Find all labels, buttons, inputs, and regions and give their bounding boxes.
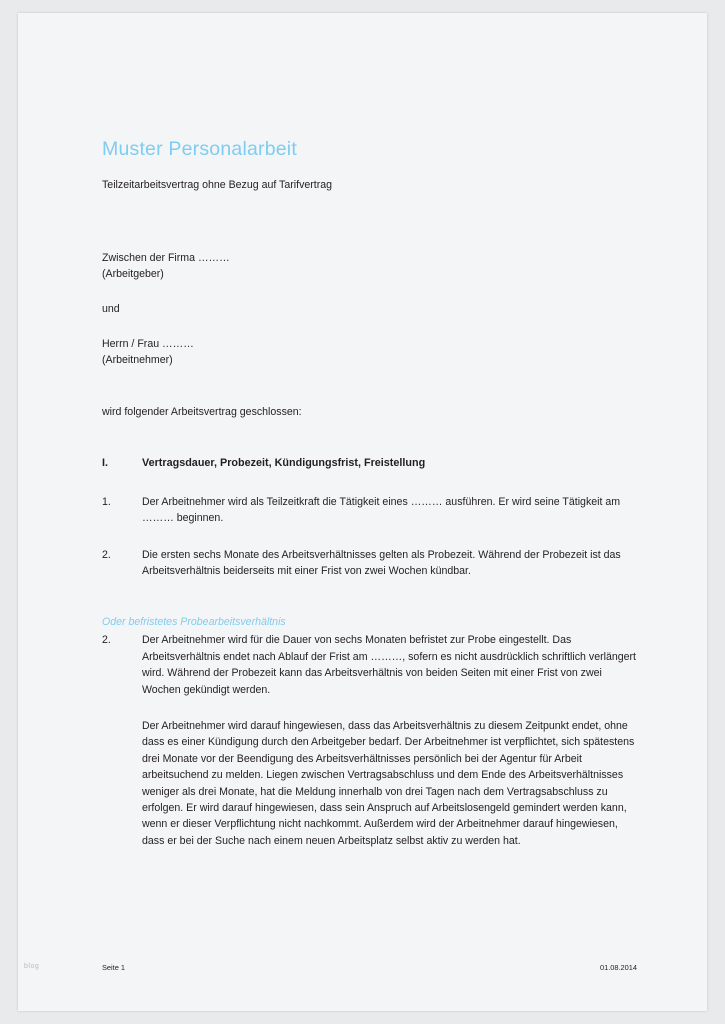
section-number: I. <box>102 456 108 469</box>
party-employer-label: (Arbeitgeber) <box>102 268 164 281</box>
watermark: blog <box>24 963 40 970</box>
alternative-clause-heading: Oder befristetes Probearbeitsverhältnis <box>102 616 286 629</box>
party-employee-line: Herrn / Frau ……… <box>102 338 194 351</box>
list-item-text: Die ersten sechs Monate des Arbeitsverhältnisses gelten als Probezeit. Während der Probezeit ist das Arbeitsverhältnis beiderseits mit einer Frist von zwei Wochen kündbar. <box>142 548 621 577</box>
footer-page-number: Seite 1 <box>102 963 126 972</box>
footer-date: 01.08.2014 <box>600 963 637 972</box>
list-item-number: 2. <box>102 634 111 647</box>
contract-intro: wird folgender Arbeitsvertrag geschlossen: <box>102 405 302 418</box>
list-item-text: Der Arbeitnehmer wird für die Dauer von sechs Monaten befristet zur Probe eingestellt. Das Arbeitsverhältnis endet nach Ablauf der Frist am ………, sofern es nicht ausdrücklich schriftlich verlängert wird. Während der Probezeit kann das Arbeitsverhältnis von beiden Seiten mit einer Frist von zwei Wochen gekündigt werden. <box>142 634 637 696</box>
list-item <box>102 632 636 698</box>
document-page <box>18 13 707 1011</box>
list-item <box>102 494 636 527</box>
document-subtitle: Teilzeitarbeitsvertrag ohne Bezug auf Tarifvertrag <box>102 179 333 191</box>
list-item <box>102 547 636 580</box>
party-conjunction: und <box>102 303 120 316</box>
section-title: Vertragsdauer, Probezeit, Kündigungsfrist, Freistellung <box>142 456 426 469</box>
page-title: Muster Personalarbeit <box>102 138 297 160</box>
list-item-number: 2. <box>102 548 111 561</box>
party-employee-label: (Arbeitnehmer) <box>102 353 173 366</box>
party-employer-line: Zwischen der Firma ……… <box>102 252 230 265</box>
alternative-clause-paragraph: Der Arbeitnehmer wird darauf hingewiesen, dass das Arbeitsverhältnis zu diesem Zeitpunkt endet, ohne dass es einer Kündigung durch den Arbeitgeber bedarf. Der Arbeitnehmer ist verpflichtet, sich spätestens drei Monate vor der Beendigung des Arbeitsverhältnisses persönlich bei der Agentur für Arbeit arbeitsuchend zu melden. Liegen zwischen Vertragsabschluss und dem Ende des Arbeitsverhältnisses weniger als drei Monate, hat die Meldung innerhalb von drei Tagen nach dem Vertragsabschluss zu erfolgen. Er wird darauf hingewiesen, dass sein Anspruch auf Arbeitslosengeld gemindert werden kann, wenn er dieser Verpflichtung nicht nachkommt. Außerdem wird der Arbeitnehmer darauf hingewiesen, dass er bei der Suche nach einem neuen Arbeitsplatz selbst aktiv zu werden hat. <box>142 719 635 847</box>
list-item-text: Der Arbeitnehmer wird als Teilzeitkraft die Tätigkeit eines ……… ausführen. Er wird seine Tätigkeit am ……… beginnen. <box>142 495 621 525</box>
section-heading <box>102 457 636 469</box>
document-content <box>102 138 636 865</box>
list-item-number: 1. <box>102 495 111 508</box>
page-footer <box>102 963 637 972</box>
